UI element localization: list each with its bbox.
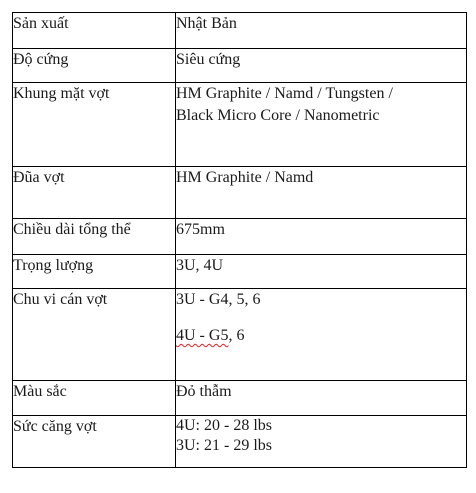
row-value [176, 83, 467, 167]
row-label: Màu sắc [13, 381, 176, 416]
spec-table [12, 12, 467, 468]
row-label: Chiều dài tổng thể [13, 219, 176, 255]
spellcheck-marked-text: 4U - G5 [176, 327, 229, 344]
row-value-text: HM Graphite / Namd / Tungsten / [176, 85, 393, 102]
row-value: Siêu cứng [176, 49, 467, 83]
row-label: Khung mặt vợt [13, 83, 176, 167]
row-value-line: Black Micro Core / Nanometric [176, 107, 380, 124]
row-label: Đũa vợt [13, 167, 176, 219]
row-value: 675mm [176, 219, 467, 255]
table-row [13, 83, 467, 167]
table-row [13, 49, 467, 83]
table-row [13, 167, 467, 219]
row-value-line: 4U: 20 - 28 lbs [176, 417, 272, 434]
table-row [13, 289, 467, 381]
row-value-line: 3U - G4, 5, 6 [176, 291, 261, 308]
table-row [13, 381, 467, 416]
table-row [13, 255, 467, 289]
row-value-text: , 6 [228, 327, 245, 344]
row-label: Trọng lượng [13, 255, 176, 289]
row-value-line [176, 83, 466, 105]
row-value: Nhật Bản [176, 13, 467, 49]
row-value-line: 3U: 21 - 29 lbs [176, 437, 272, 454]
row-label: Sản xuất [13, 13, 176, 49]
row-value: HM Graphite / Namd [176, 167, 467, 219]
row-label: Độ cứng [13, 49, 176, 83]
row-label: Chu vi cán vợt [13, 289, 176, 381]
row-value: 3U, 4U [176, 255, 467, 289]
row-value [176, 289, 467, 381]
row-value-line [176, 325, 466, 347]
table-row [13, 13, 467, 49]
row-label: Sức căng vợt [13, 416, 176, 468]
table-row [13, 219, 467, 255]
row-value: Đỏ thẫm [176, 381, 467, 416]
table-row [13, 416, 467, 468]
row-value [176, 416, 467, 468]
